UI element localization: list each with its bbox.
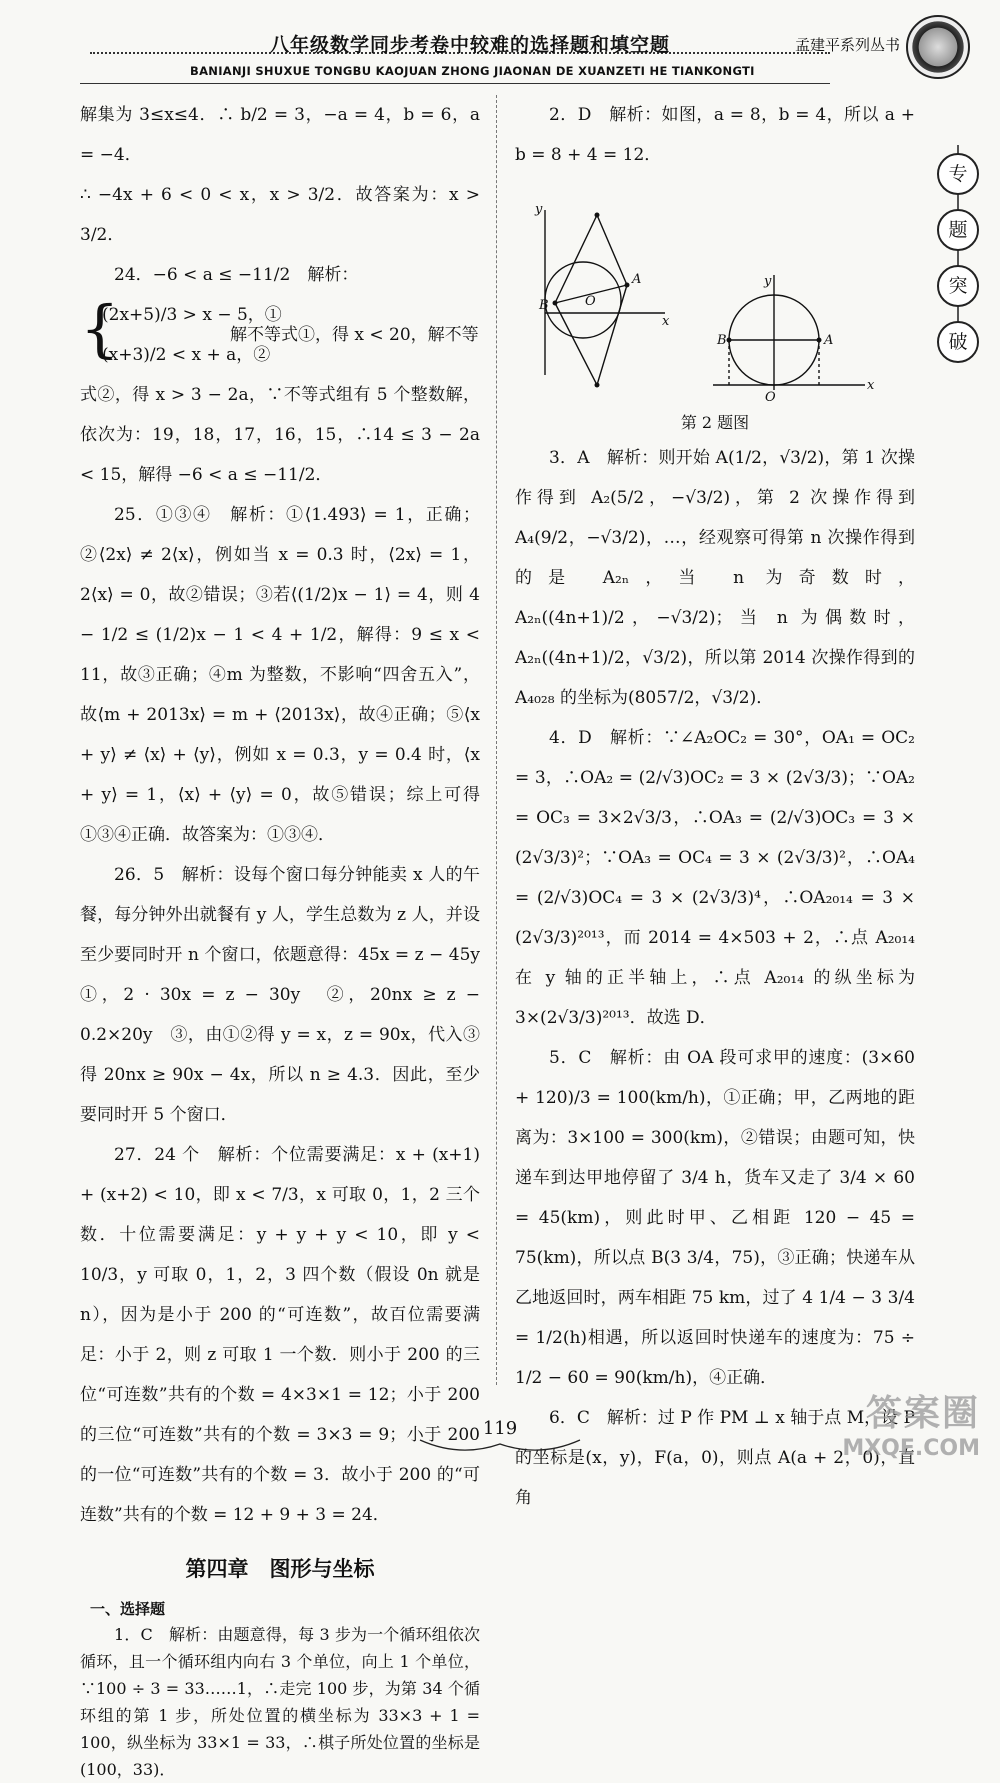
left-label-b: B [539,298,549,313]
figure-q2-caption: 第 2 题图 [680,413,750,432]
answer-q5: 5．C 解析：由 OA 段可求甲的速度：(3×60 + 120)/3 = 100(km/h)，①正确；甲，乙两地的距离为：3×100 = 300(km)，②错误；由题可知，快递车到达甲地停留了 3/4 h，货车又走了 3/4 × 60 = 45(km)，则此时甲、乙相距 120 − 45 = 75(km)，所以点 B(3 3/4，75)，③正确；快递车从乙地返回时，两车相距 75 km，过了 4 1/4 − 3 3/4 = 1/2(h)相遇，所以返回时快递车的速度为：75 ÷ 1/2 − 60 = 90(km/h)，④正确． [515,1048,915,1388]
side-tab-char: 破 [937,321,979,363]
series-name: 孟建平系列丛书 [794,36,900,54]
series-logo-icon [906,15,970,79]
answer-q2: 2．D 解析：如图，a = 8，b = 4，所以 a + b = 8 + 4 = 12． [515,105,915,165]
left-label-x: x [662,314,670,329]
book-title: 八年级数学同步考卷中较难的选择题和填空题 [269,34,670,56]
inequality-system [80,292,480,375]
header-rule [80,83,830,84]
answer-ch4-q1: 1．C 解析：由题意得，每 3 步为一个循环组依次循环，且一个循环组内向右 3 个单位，向上 1 个单位，∵100 ÷ 3 = 33……1，∴走完 100 步，为第 34 个循环组的第 1 步，所处位置的横坐标为 33×3 + 1 = 100，纵坐标为 33×1 = 33，∴棋子所处位置的坐标是(100，33)． [80,1625,480,1779]
watermark-url: MXQE.COM [842,1436,980,1461]
answer-q25: 25．①③④ 解析：①⟨1.493⟩ = 1，正确；②⟨2x⟩ ≠ 2⟨x⟩，例如当 x = 0.3 时，⟨2x⟩ = 1，2⟨x⟩ = 0，故②错误；③若⟨(1/2)x − 1⟩ = 4，则 4 − 1/2 ≤ (1/2)x − 1 < 4 + 1/2，解得：9 ≤ x < 11，故③正确；④m 为整数，不影响“四舍五入”，故⟨m + 2013x⟩ = m + ⟨2013x⟩，故④正确；⑤⟨x + y⟩ ≠ ⟨x⟩ + ⟨y⟩，例如 x = 0.3，y = 0.4 时，⟨x + y⟩ = 1，⟨x⟩ + ⟨y⟩ = 0，故⑤错误；综上可得①③④正确．故答案为：①③④． [80,505,480,845]
left-point-top [595,213,600,218]
right-point-a [817,338,822,343]
answer-q23-end: 解集为 3≤x≤4．∴ b/2 = 3，−a = 4，b = 6，a = −4． [80,105,480,165]
left-point-a [625,283,630,288]
side-tab-char: 题 [937,209,979,251]
right-label-o: O [765,390,776,405]
right-label-a: A [824,333,834,348]
left-column [80,95,497,1783]
section-title: 一、选择题 [90,1600,166,1618]
system-line-1: (2x+5)/3 > x − 5，① [102,305,282,325]
answer-q3: 3．A 解析：则开始 A(1/2，√3/2)，第 1 次操作得到 A₂(5/2，−√3/2)，第 2 次操作得到 A₄(9/2，−√3/2)，…，经观察可得第 n 次操作得到的是 A₂ₙ，当 n 为奇数时，A₂ₙ((4n+1)/2，−√3/2)；当 n 为偶数时，A₂ₙ((4n+1)/2，√3/2)，所以第 2014 次操作得到的 A₄₀₂₈ 的坐标为(8057/2，√3/2)． [515,448,915,708]
right-label-x: x [867,378,875,393]
left-label-a: A [632,272,642,287]
figure-q2 [515,175,915,410]
right-label-b: B [717,333,727,348]
left-point-bottom [595,383,600,388]
answer-q4: 4．D 解析：∵∠A₂OC₂ = 30°，OA₁ = OC₂ = 3，∴OA₂ = (2/√3)OC₂ = 3 × (2√3/3)；∵OA₂ = OC₃ = 3×2√3/3，∴OA₃ = (2/√3)OC₃ = 3 × (2√3/3)²；∵OA₃ = OC₄ = 3 × (2√3/3)²，∴OA₄ = (2/√3)OC₄ = 3 × (2√3/3)⁴，∴OA₂₀₁₄ = 3 × (2√3/3)²⁰¹³，而 2014 = 4×503 + 2，∴点 A₂₀₁₄ 在 y 轴的正半轴上，∴点 A₂₀₁₄ 的纵坐标为 3×(2√3/3)²⁰¹³．故选 D． [515,728,915,1028]
left-tangent-4 [597,285,627,385]
right-point-b [727,338,732,343]
left-label-o: O [585,294,596,309]
system-side-text: 解不等式①，得 x < 20，解不等 [230,325,479,345]
left-tangent-3 [555,303,597,385]
answer-q27: 27．24 个 解析：个位需要满足：x + (x+1) + (x+2) < 10，即 x < 7/3，x 可取 0，1，2 三个数．十位需要满足：y + y + y < 10，即 y < 10/3，y 可取 0，1，2，3 四个数（假设 0n 就是 n），因为是小于 200 的“可连数”，故百位需要满足：小于 2，则 z 可取 1 一个数．则小于 200 的三位“可连数”共有的个数 = 4×3×1 = 12；小于 200 的三位“可连数”共有的个数 = 3×3 = 9；小于 200 的一位“可连数”共有的个数 = 3．故小于 200 的“可连数”共有的个数 = 12 + 9 + 3 = 24． [80,1145,480,1525]
system-line-2: (x+3)/2 < x + a，② [102,345,271,365]
left-point-b [553,301,558,306]
answer-q26: 26．5 解析：设每个窗口每分钟能卖 x 人的午餐，每分钟外出就餐有 y 人，学生总数为 z 人，并设至少要同时开 n 个窗口，依题意得：45x = z − 45y ①，2 · 30x = z − 30y ②，20nx ≥ z − 0.2×20y ③，由①②得 y = x，z = 90x，代入③得 20nx ≥ 90x − 4x，所以 n ≥ 4.3．因此，至少要同时开 5 个窗口． [80,865,497,1125]
page-number: 119 [482,1418,518,1439]
right-label-y: y [764,274,772,289]
figure-q2-diagram [515,175,915,410]
column-divider [496,95,497,1385]
book-title-pinyin: BANIANJI SHUXUE TONGBU KAOJUAN ZHONG JIAONAN DE XUANZETI HE TIANKONGTI [190,64,755,78]
footer-ornament-icon [410,1436,590,1456]
system-brace: { [80,292,120,365]
answer-q23-conclusion: ∴ −4x + 6 < 0 < x，x > 3/2．故答案为：x > 3/2． [80,185,480,245]
side-tab-char: 突 [937,265,979,307]
answer-q6: 6．C 解析：过 P 作 PM ⊥ x 轴于点 M，设 P 的坐标是(x，y)，F(a，0)，则点 A(a + 2，0)，直角 [515,1408,915,1508]
answer-q24-body: 式②，得 x > 3 − 2a，∵不等式组有 5 个整数解，依次为：19，18，17，16，15，∴14 ≤ 3 − 2a < 15，解得 −6 < a ≤ −11/2． [80,385,480,485]
left-tangent-2 [555,215,597,303]
side-tab-char: 专 [937,153,979,195]
watermark [842,1385,980,1461]
answer-q24-heading: 24．−6 < a ≤ −11/2 解析： [114,265,359,285]
chapter-title: 第四章 图形与坐标 [185,1557,375,1581]
watermark-main: 答案圈 [865,1393,980,1434]
right-column [515,95,915,1518]
left-label-y: y [535,202,543,217]
side-tab [934,145,982,377]
